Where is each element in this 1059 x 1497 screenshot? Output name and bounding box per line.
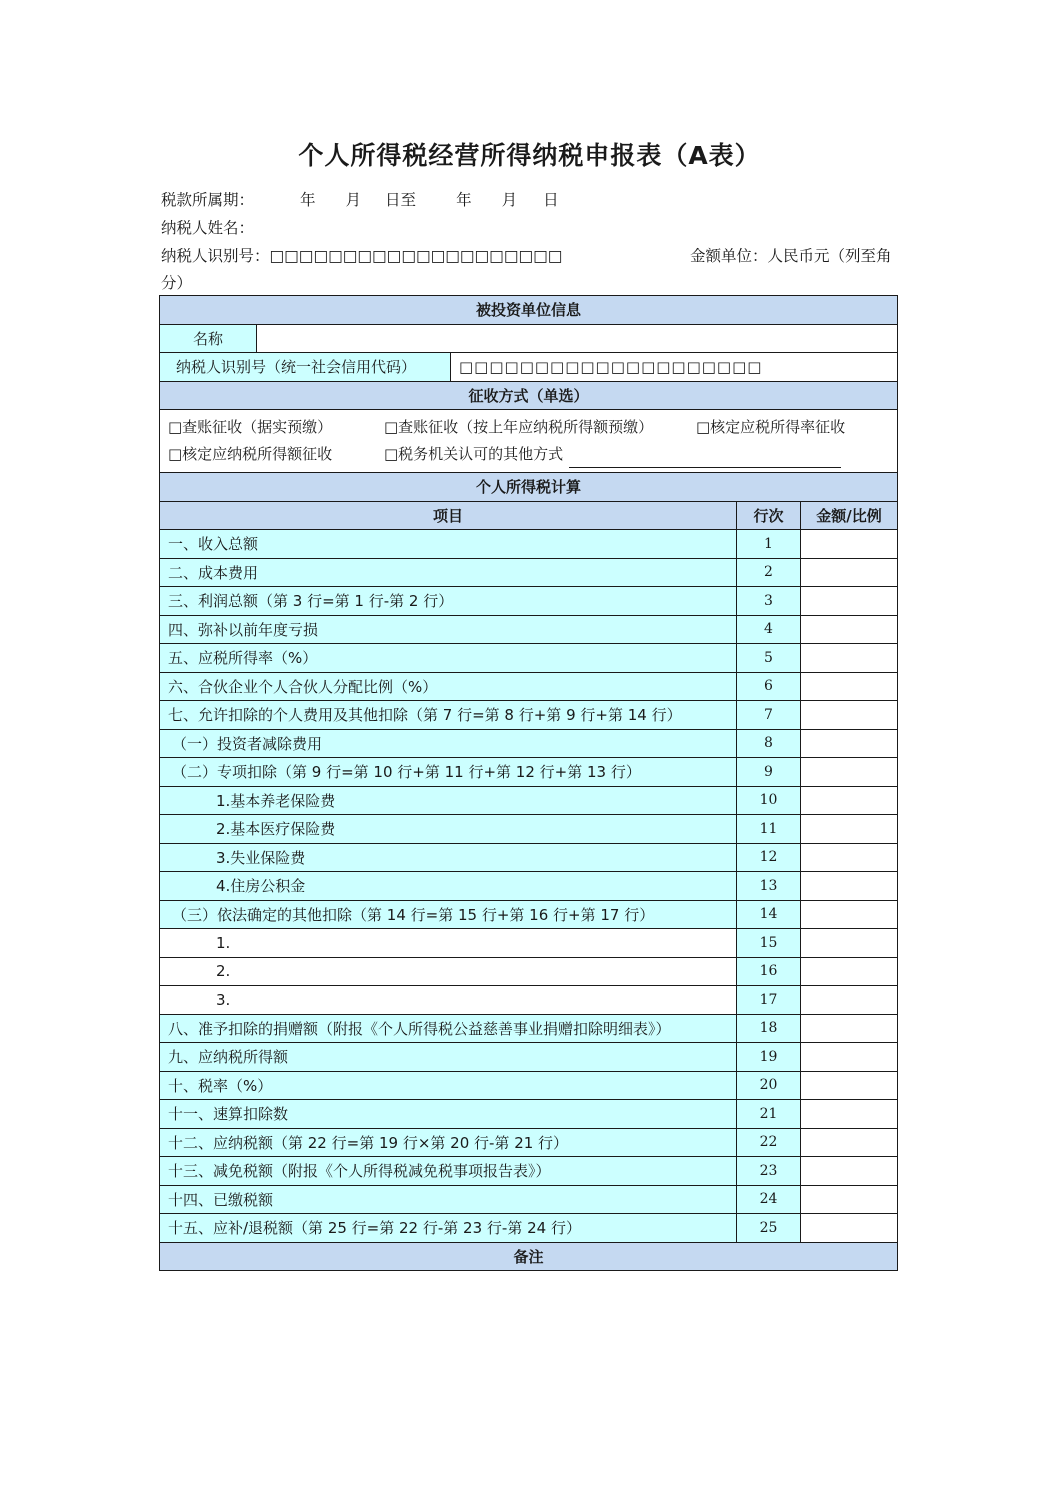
row-label: 十二、应纳税额（第 22 行=第 19 行×第 20 行-第 21 行） bbox=[160, 1128, 737, 1157]
row-amount-input[interactable] bbox=[801, 786, 898, 815]
row-amount-input[interactable] bbox=[801, 701, 898, 730]
row-line-number: 10 bbox=[737, 786, 801, 815]
row-line-number: 11 bbox=[737, 815, 801, 844]
calc-row bbox=[160, 986, 898, 1015]
row-line-number: 17 bbox=[737, 986, 801, 1015]
row-amount-input[interactable] bbox=[801, 587, 898, 616]
period-day-from: 日至 bbox=[385, 191, 417, 209]
row-line-number: 12 bbox=[737, 843, 801, 872]
row-line-number: 18 bbox=[737, 1014, 801, 1043]
taxpayer-id-label: 纳税人识别号： bbox=[161, 247, 270, 265]
row-label: 十三、减免税额（附报《个人所得税减免税事项报告表》） bbox=[160, 1157, 737, 1186]
period-month-from: 月 bbox=[345, 191, 362, 209]
row-label: （三）依法确定的其他扣除（第 14 行=第 15 行+第 16 行+第 17 行） bbox=[160, 900, 737, 929]
calc-row bbox=[160, 587, 898, 616]
row-line-number: 14 bbox=[737, 900, 801, 929]
remarks-section-header: 备注 bbox=[160, 1242, 898, 1271]
row-label: 4.住房公积金 bbox=[160, 872, 737, 901]
row-label: 八、准予扣除的捐赠额（附报《个人所得税公益慈善事业捐赠扣除明细表》） bbox=[160, 1014, 737, 1043]
row-amount-input[interactable] bbox=[801, 1043, 898, 1072]
row-amount-input[interactable] bbox=[801, 1128, 898, 1157]
row-amount-input[interactable] bbox=[801, 1157, 898, 1186]
row-label-input[interactable]: 1. bbox=[160, 929, 737, 958]
currency-unit-cont: 分） bbox=[161, 274, 193, 292]
row-amount-input[interactable] bbox=[801, 1185, 898, 1214]
row-amount-input[interactable] bbox=[801, 1100, 898, 1129]
period-year-to: 年 bbox=[456, 191, 472, 209]
calc-row bbox=[160, 1157, 898, 1186]
calc-row bbox=[160, 786, 898, 815]
col-header-amount: 金额/比例 bbox=[801, 501, 898, 530]
row-line-number: 7 bbox=[737, 701, 801, 730]
tax-calc-section-header: 个人所得税计算 bbox=[160, 473, 898, 502]
calc-row bbox=[160, 530, 898, 559]
option-deemed-rate[interactable]: □核定应税所得率征收 bbox=[696, 418, 846, 436]
calc-row bbox=[160, 1100, 898, 1129]
period-month-to: 月 bbox=[501, 191, 518, 209]
calc-row bbox=[160, 929, 898, 958]
row-amount-input[interactable] bbox=[801, 530, 898, 559]
row-amount-input[interactable] bbox=[801, 957, 898, 986]
calc-row bbox=[160, 1185, 898, 1214]
calc-row bbox=[160, 900, 898, 929]
taxpayer-name-label: 纳税人姓名： bbox=[161, 219, 255, 237]
row-line-number: 16 bbox=[737, 957, 801, 986]
calc-row bbox=[160, 672, 898, 701]
unit-name-input[interactable] bbox=[257, 324, 898, 353]
option-other-method[interactable]: □税务机关认可的其他方式 bbox=[384, 445, 564, 463]
unit-name-label: 名称 bbox=[160, 324, 257, 353]
calc-row bbox=[160, 1214, 898, 1243]
row-amount-input[interactable] bbox=[801, 558, 898, 587]
calc-row bbox=[160, 1014, 898, 1043]
row-amount-input[interactable] bbox=[801, 672, 898, 701]
row-amount-input[interactable] bbox=[801, 900, 898, 929]
row-amount-input[interactable] bbox=[801, 644, 898, 673]
row-label: 十五、应补/退税额（第 25 行=第 22 行-第 23 行-第 24 行） bbox=[160, 1214, 737, 1243]
row-line-number: 13 bbox=[737, 872, 801, 901]
row-amount-input[interactable] bbox=[801, 1071, 898, 1100]
period-day-to: 日 bbox=[543, 191, 559, 209]
row-label: 九、应纳税所得额 bbox=[160, 1043, 737, 1072]
row-label: 七、允许扣除的个人费用及其他扣除（第 7 行=第 8 行+第 9 行+第 14 行） bbox=[160, 701, 737, 730]
row-amount-input[interactable] bbox=[801, 729, 898, 758]
row-line-number: 24 bbox=[737, 1185, 801, 1214]
row-line-number: 19 bbox=[737, 1043, 801, 1072]
row-label: 3.失业保险费 bbox=[160, 843, 737, 872]
tax-period-label: 税款所属期： bbox=[161, 191, 255, 209]
row-line-number: 6 bbox=[737, 672, 801, 701]
row-label: 六、合伙企业个人合伙人分配比例（%） bbox=[160, 672, 737, 701]
row-amount-input[interactable] bbox=[801, 1214, 898, 1243]
other-method-input[interactable] bbox=[569, 451, 841, 468]
taxpayer-id-boxes[interactable]: □□□□□□□□□□□□□□□□□□□□ bbox=[269, 247, 563, 265]
calc-row bbox=[160, 872, 898, 901]
option-deemed-income[interactable]: □核定应纳税所得额征收 bbox=[168, 445, 333, 463]
row-label: （二）专项扣除（第 9 行=第 10 行+第 11 行+第 12 行+第 13 行） bbox=[160, 758, 737, 787]
option-audit-actual[interactable]: □查账征收（据实预缴） bbox=[168, 418, 333, 436]
row-label: 2.基本医疗保险费 bbox=[160, 815, 737, 844]
calc-row bbox=[160, 1043, 898, 1072]
row-line-number: 22 bbox=[737, 1128, 801, 1157]
row-line-number: 21 bbox=[737, 1100, 801, 1129]
calc-row bbox=[160, 701, 898, 730]
taxpayer-id-row bbox=[161, 244, 562, 266]
row-line-number: 25 bbox=[737, 1214, 801, 1243]
calc-row bbox=[160, 815, 898, 844]
row-line-number: 3 bbox=[737, 587, 801, 616]
calc-row bbox=[160, 558, 898, 587]
calc-row bbox=[160, 957, 898, 986]
form-title: 个人所得税经营所得纳税申报表（A表） bbox=[298, 141, 761, 170]
invested-unit-section-header: 被投资单位信息 bbox=[160, 296, 898, 325]
row-line-number: 4 bbox=[737, 615, 801, 644]
row-label: 四、弥补以前年度亏损 bbox=[160, 615, 737, 644]
unit-id-label: 纳税人识别号（统一社会信用代码） bbox=[160, 353, 451, 382]
option-audit-prior-year[interactable]: □查账征收（按上年应纳税所得额预缴） bbox=[384, 418, 654, 436]
col-header-line: 行次 bbox=[737, 501, 801, 530]
row-label: 五、应税所得率（%） bbox=[160, 644, 737, 673]
calc-row bbox=[160, 843, 898, 872]
row-amount-input[interactable] bbox=[801, 1014, 898, 1043]
row-line-number: 1 bbox=[737, 530, 801, 559]
row-line-number: 20 bbox=[737, 1071, 801, 1100]
row-amount-input[interactable] bbox=[801, 843, 898, 872]
row-line-number: 2 bbox=[737, 558, 801, 587]
row-label: 十一、速算扣除数 bbox=[160, 1100, 737, 1129]
tax-period-row bbox=[161, 188, 559, 210]
row-amount-input[interactable] bbox=[801, 758, 898, 787]
calc-row bbox=[160, 1128, 898, 1157]
row-amount-input[interactable] bbox=[801, 872, 898, 901]
row-label-input[interactable]: 2. bbox=[160, 957, 737, 986]
row-label: 十四、已缴税额 bbox=[160, 1185, 737, 1214]
calc-row bbox=[160, 644, 898, 673]
row-line-number: 9 bbox=[737, 758, 801, 787]
calc-row bbox=[160, 1071, 898, 1100]
row-label: （一）投资者减除费用 bbox=[160, 729, 737, 758]
row-amount-input[interactable] bbox=[801, 929, 898, 958]
tax-form-table bbox=[159, 295, 898, 1271]
calc-row bbox=[160, 615, 898, 644]
currency-unit: 金额单位：人民币元（列至角 bbox=[690, 247, 892, 265]
col-header-item: 项目 bbox=[160, 501, 737, 530]
row-amount-input[interactable] bbox=[801, 815, 898, 844]
row-label: 三、利润总额（第 3 行=第 1 行-第 2 行） bbox=[160, 587, 737, 616]
calc-row bbox=[160, 729, 898, 758]
row-line-number: 15 bbox=[737, 929, 801, 958]
row-line-number: 5 bbox=[737, 644, 801, 673]
period-year-from: 年 bbox=[300, 191, 316, 209]
row-label: 二、成本费用 bbox=[160, 558, 737, 587]
row-label: 1.基本养老保险费 bbox=[160, 786, 737, 815]
row-label: 十、税率（%） bbox=[160, 1071, 737, 1100]
row-line-number: 23 bbox=[737, 1157, 801, 1186]
collection-method-options bbox=[160, 410, 898, 473]
unit-id-boxes[interactable]: □□□□□□□□□□□□□□□□□□□□ bbox=[451, 353, 898, 382]
row-amount-input[interactable] bbox=[801, 615, 898, 644]
row-line-number: 8 bbox=[737, 729, 801, 758]
row-label: 一、收入总额 bbox=[160, 530, 737, 559]
collection-method-section-header: 征收方式（单选） bbox=[160, 381, 898, 410]
calc-row bbox=[160, 758, 898, 787]
row-label-input[interactable]: 3. bbox=[160, 986, 737, 1015]
row-amount-input[interactable] bbox=[801, 986, 898, 1015]
